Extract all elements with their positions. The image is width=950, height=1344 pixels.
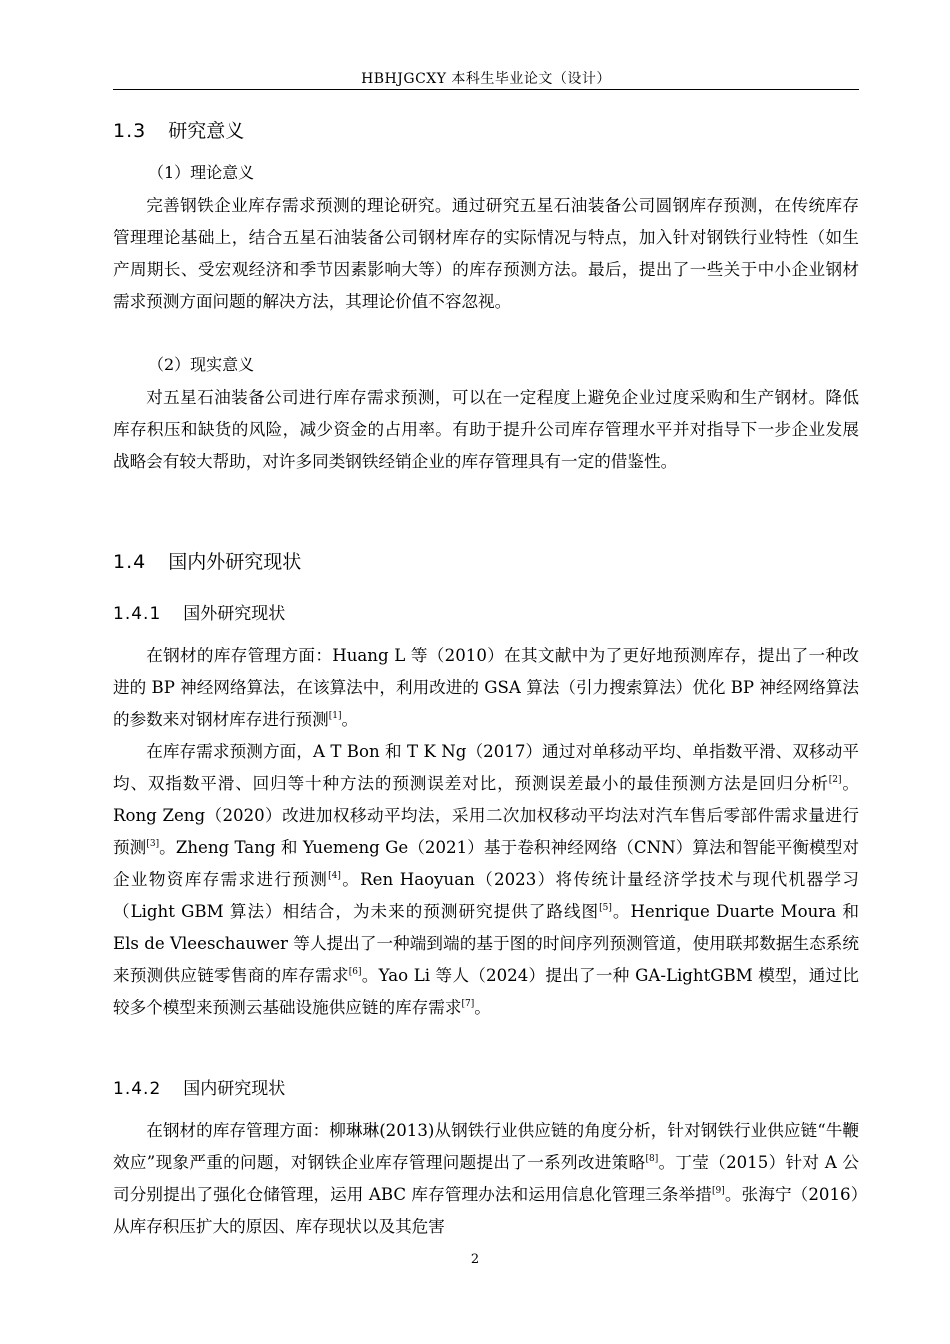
section-title: 国外研究现状 — [183, 604, 286, 624]
section-heading-1-4 — [113, 549, 859, 575]
citation-ref: [6] — [348, 967, 362, 977]
section-heading-1-3 — [113, 118, 859, 144]
subsection-label-theory: （1）理论意义 — [148, 163, 255, 182]
section-number: 1.4.1 — [113, 604, 162, 624]
paragraph-foreign-steel: 在钢材的库存管理方面：Huang L 等（2010）在其文献中为了更好地预测库存，提出了一种改进的 BP 神经网络算法，在该算法中，利用改进的 GSA 算法（引力搜索算法）优化 BP 神经网络算法的参数来对钢材库存进行预测[1]。 — [113, 646, 859, 729]
section-heading-1-4-1 — [113, 602, 859, 626]
header-rule — [113, 89, 859, 90]
citation-ref: [9] — [712, 1186, 725, 1196]
section-title: 国内外研究现状 — [168, 551, 302, 573]
section-title: 研究意义 — [168, 120, 245, 142]
paragraph-domestic-steel: 在钢材的库存管理方面：柳琳琳(2013)从钢铁行业供应链的角度分析，针对钢铁行业供应链“牛鞭效应”现象严重的问题，对钢铁企业库存管理问题提出了一系列改进策略[8]。丁莹（2015）针对 A 公司分别提出了强化仓储管理，运用 ABC 库存管理办法和运用信息化管理三条举措[9]。张海宁（2016）从库存积压扩大的原因、库存现状以及其危害 — [113, 1121, 860, 1236]
subsection-label-practice: （2）现实意义 — [148, 355, 255, 374]
paragraph-foreign-demand: 在库存需求预测方面，A T Bon 和 T K Ng（2017）通过对单移动平均、单指数平滑、双移动平均、双指数平滑、回归等十种方法的预测误差对比，预测误差最小的最佳预测方法是回归分析[2]。Rong Zeng（2020）改进加权移动平均法，采用二次加权移动平均法对汽车售后零部件需求量进行预测[3]。Zheng Tang 和 Yuemeng Ge（2021）基于卷积神经网络（CNN）算法和智能平衡模型对企业物资库存需求进行预测[4]。Ren Haoyuan（2023）将传统计量经济学技术与现代机器学习（Light GBM 算法）相结合，为未来的预测研究提供了路线图[5]。Henrique Duarte Moura 和 Els de Vleeschauwer 等人提出了一种端到端的基于图的时间序列预测管道，使用联邦数据生态系统来预测供应链零售商的库存需求[6]。Yao Li 等人（2024）提出了一种 GA-LightGBM 模型，通过比较多个模型来预测云基础设施供应链的库存需求[7]。 — [113, 742, 860, 1017]
page-number: 2 — [470, 1252, 480, 1267]
citation-ref: [7] — [461, 999, 475, 1009]
section-title: 国内研究现状 — [183, 1079, 286, 1099]
citation-ref: [4] — [328, 871, 341, 881]
citation-ref: [1] — [328, 711, 342, 721]
citation-ref: [3] — [146, 839, 160, 849]
page-header: HBHJGCXY 本科生毕业论文（设计） — [361, 71, 611, 87]
citation-ref: [8] — [645, 1154, 659, 1164]
section-number: 1.4.2 — [113, 1079, 162, 1099]
citation-ref: [2] — [828, 775, 842, 785]
citation-ref: [5] — [599, 903, 612, 913]
paragraph-theory: 完善钢铁企业库存需求预测的理论研究。通过研究五星石油装备公司圆钢库存预测，在传统库存管理理论基础上，结合五星石油装备公司钢材库存的实际情况与特点，加入针对钢铁行业特性（如生产周期长、受宏观经济和季节因素影响大等）的库存预测方法。最后，提出了一些关于中小企业钢材需求预测方面问题的解决方法，其理论价值不容忽视。 — [113, 196, 859, 311]
section-number: 1.4 — [113, 551, 147, 573]
section-heading-1-4-2 — [113, 1077, 859, 1101]
section-number: 1.3 — [113, 120, 147, 142]
paragraph-practice: 对五星石油装备公司进行库存需求预测，可以在一定程度上避免企业过度采购和生产钢材。降低库存积压和缺货的风险，减少资金的占用率。有助于提升公司库存管理水平并对指导下一步企业发展战略会有较大帮助，对许多同类钢铁经销企业的库存管理具有一定的借鉴性。 — [113, 388, 859, 471]
